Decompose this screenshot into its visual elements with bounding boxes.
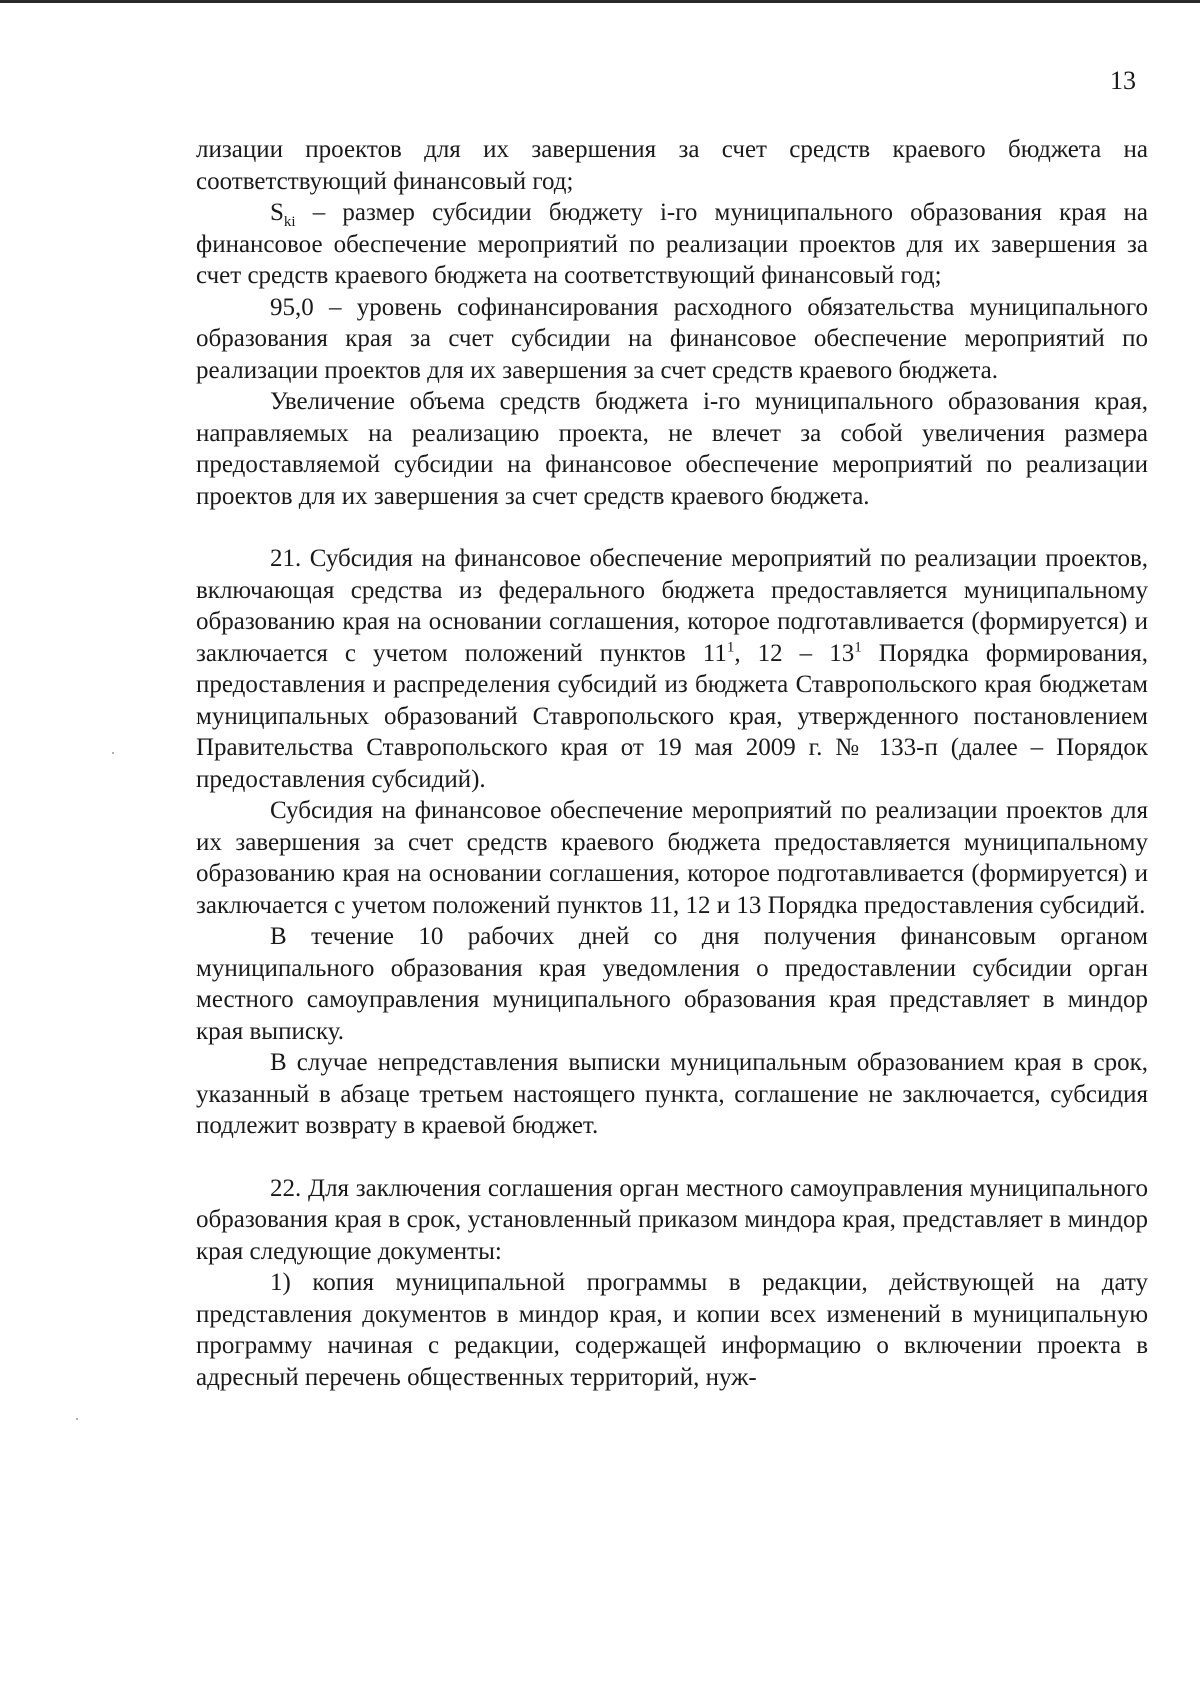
paragraph-text: лизации проектов для их завершения за счет средств краевого бюджета на соответствующий финансовый год; — [196, 136, 1148, 195]
paragraph — [196, 921, 1148, 1047]
list-item — [196, 1267, 1148, 1393]
paragraph — [196, 386, 1148, 512]
paragraph-text: 21. Субсидия на финансовое обеспечение мероприятий по реализации проектов, включающая средства из федерального бюджета предоставляется муниципальному образованию края на основании соглашения, которое подготавливается (формируется) и заключается с учетом положений пунктов 11 — [196, 545, 1148, 667]
paragraph — [196, 197, 1148, 292]
paragraph-text: – размер субсидии бюджету i-го муниципального образования края на финансовое обеспечение мероприятий по реализации проектов для их завершения за счет средств краевого бюджета на соответствующий финансовый год; — [196, 199, 1148, 289]
formula-subscript: ki — [283, 214, 296, 230]
paragraph — [196, 292, 1148, 387]
paragraph-text: , 12 – 13 — [734, 639, 855, 667]
scan-speck — [112, 752, 114, 754]
paragraph — [196, 1047, 1148, 1142]
clause-21-paragraph — [196, 543, 1148, 795]
page-number: 13 — [1110, 66, 1136, 95]
document-body — [196, 134, 1148, 1393]
paragraph-text: Увеличение объема средств бюджета i-го муниципального образования края, направляемых на реализацию проекта, не влечет за собой увеличения размера предоставляемой субсидии на финансовое обеспечение мероприятий по реализации проектов для их завершения за счет средств краевого бюджета. — [196, 388, 1148, 510]
paragraph-text: 22. Для заключения соглашения орган местного самоуправления муниципального образования края в срок, установленный приказом миндора края, представляет в миндор края следующие документы: — [196, 1174, 1148, 1265]
paragraph-text: Субсидия на финансовое обеспечение мероприятий по реализации проектов для их завершения за счет средств краевого бюджета предоставляется муниципальному образованию края на основании соглашения, которое подготавливается (формируется) и заключается с учетом положений пунктов 11, 12 и 13 Порядка предоставления субсидий. — [196, 797, 1148, 919]
superscript: 1 — [854, 639, 862, 656]
paragraph-text: В течение 10 рабочих дней со дня получения финансовым органом муниципального образования края уведомления о предоставлении субсидии орган местного самоуправления муниципального образования края представляет в миндор края выписку. — [196, 923, 1148, 1045]
paragraph-text: Порядка формирования, предоставления и распределения субсидий из бюджета Ставропольского края бюджетам муниципальных образований Ставропольского края, утвержденного постановлением Правительства Ставропольского края от 19 мая 2009 г. № 133-п (далее – Порядок предоставления субсидий). — [196, 639, 1149, 793]
superscript: 1 — [726, 639, 735, 656]
paragraph-text: В случае непредставления выписки муниципальным образованием края в срок, указанный в абзаце третьем настоящего пункта, соглашение не заключается, субсидия подлежит возврату в краевой бюджет. — [196, 1049, 1148, 1139]
paragraph-text: 1) копия муниципальной программы в редакции, действующей на дату представления документов в миндор края, и копии всех изменений в муниципальную программу начиная с редакции, содержащей информацию о включении проекта в адресный перечень общественных территорий, нуж- — [196, 1269, 1148, 1391]
paragraph — [196, 795, 1148, 921]
page-top-edge — [0, 0, 1200, 3]
scan-speck — [76, 1418, 78, 1420]
clause-22-paragraph — [196, 1173, 1148, 1268]
formula-symbol: S — [270, 199, 284, 226]
paragraph-text: 95,0 – уровень софинансирования расходного обязательства муниципального образования края за счет субсидии на финансовое обеспечение мероприятий по реализации проектов для их завершения за счет средств краевого бюджета. — [196, 293, 1148, 384]
paragraph — [196, 134, 1148, 197]
